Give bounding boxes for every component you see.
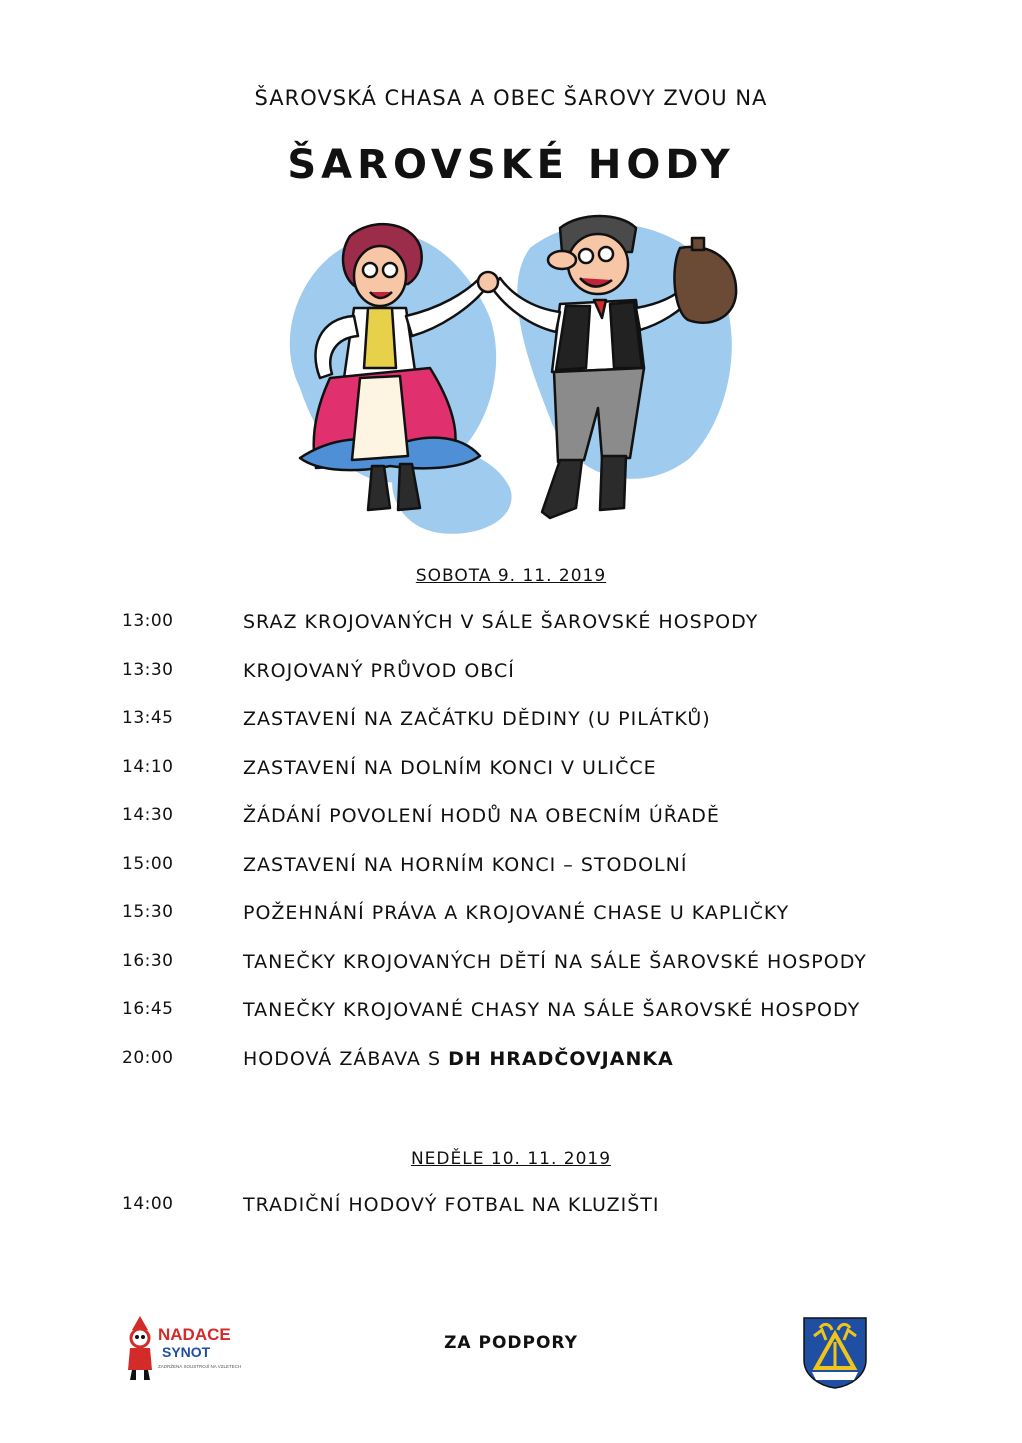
event-time: 13:00 xyxy=(122,611,174,631)
event-time: 15:00 xyxy=(122,854,174,874)
event-description-text: HODOVÁ ZÁBAVA S xyxy=(243,1048,449,1070)
schedule-row xyxy=(0,1048,1022,1076)
event-time: 13:45 xyxy=(122,708,174,728)
schedule-row xyxy=(0,611,1022,639)
schedule-row xyxy=(0,951,1022,979)
event-time: 13:30 xyxy=(122,660,174,680)
dancing-couple-illustration xyxy=(280,208,740,548)
schedule-row xyxy=(0,1194,1022,1222)
schedule-row xyxy=(0,757,1022,785)
invitation-line: ŠAROVSKÁ CHASA A OBEC ŠAROVY ZVOU NA xyxy=(254,86,768,110)
sunday-heading: NEDĚLE 10. 11. 2019 xyxy=(410,1149,612,1169)
schedule-row xyxy=(0,854,1022,882)
event-description: ZASTAVENÍ NA DOLNÍM KONCI V ULIČCE xyxy=(243,757,657,779)
band-name: DH HRADČOVJANKA xyxy=(448,1048,674,1070)
logo-tagline: ZADRŽENÁ SOUSTROJÍ NA VZLETECH xyxy=(158,1364,242,1369)
event-description: ZASTAVENÍ NA ZAČÁTKU DĚDINY (U PILÁTKŮ) xyxy=(243,708,711,730)
event-description: ZASTAVENÍ NA HORNÍM KONCI – STODOLNÍ xyxy=(243,854,688,876)
event-time: 14:10 xyxy=(122,757,174,777)
event-time: 15:30 xyxy=(122,902,174,922)
event-time: 16:30 xyxy=(122,951,174,971)
schedule-row xyxy=(0,708,1022,736)
event-time: 14:00 xyxy=(122,1194,174,1214)
logo-line1: NADACE xyxy=(158,1325,231,1344)
event-description: TANEČKY KROJOVANÝCH DĚTÍ NA SÁLE ŠAROVSKÉ HOSPODY xyxy=(243,951,867,973)
schedule-row xyxy=(0,902,1022,930)
event-description: TANEČKY KROJOVANÉ CHASY NA SÁLE ŠAROVSKÉ HOSPODY xyxy=(243,999,861,1021)
event-description: SRAZ KROJOVANÝCH V SÁLE ŠAROVSKÉ HOSPODY xyxy=(243,611,759,633)
event-title: ŠAROVSKÉ HODY xyxy=(287,142,735,188)
logo-line2: SYNOT xyxy=(162,1344,211,1360)
event-description: ŽÁDÁNÍ POVOLENÍ HODŮ NA OBECNÍM ÚŘADĚ xyxy=(243,805,720,827)
event-time: 14:30 xyxy=(122,805,174,825)
event-description: POŽEHNÁNÍ PRÁVA A KROJOVANÉ CHASE U KAPLIČKY xyxy=(243,902,790,924)
support-label: ZA PODPORY xyxy=(444,1333,578,1353)
event-time: 20:00 xyxy=(122,1048,174,1068)
schedule-row xyxy=(0,999,1022,1027)
event-time: 16:45 xyxy=(122,999,174,1019)
schedule-row xyxy=(0,660,1022,688)
saturday-heading: SOBOTA 9. 11. 2019 xyxy=(415,566,607,586)
event-description: TRADIČNÍ HODOVÝ FOTBAL NA KLUZIŠTI xyxy=(243,1194,660,1216)
schedule-row xyxy=(0,805,1022,833)
village-coat-of-arms-icon xyxy=(800,1316,870,1390)
event-description xyxy=(243,1048,674,1070)
event-description: KROJOVANÝ PRŮVOD OBCÍ xyxy=(243,660,515,682)
